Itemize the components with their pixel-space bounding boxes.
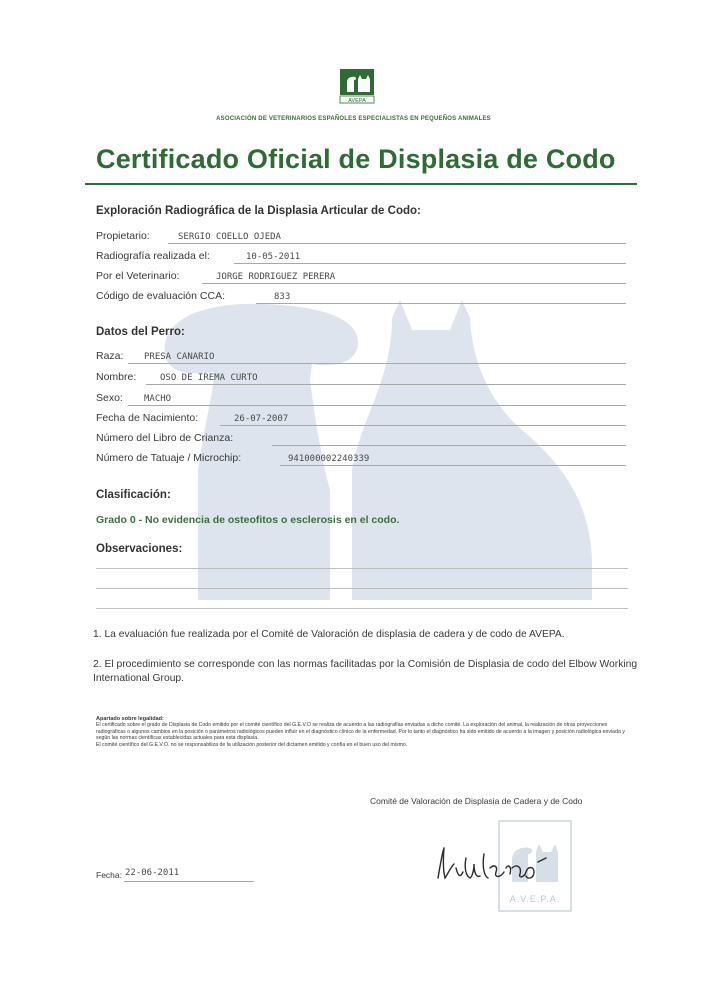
legal-disclaimer bbox=[96, 716, 632, 748]
field-value: JORGE RODRIGUEZ PERERA bbox=[216, 272, 336, 282]
observation-line bbox=[96, 588, 628, 589]
field-sex bbox=[96, 390, 626, 406]
field-microchip bbox=[96, 450, 626, 466]
field-label: Número de Tatuaje / Microchip: bbox=[96, 452, 242, 464]
classification-grade: Grado 0 - No evidencia de osteofitos o esclerosis en el codo. bbox=[96, 514, 400, 526]
field-value: PRESA CANARIO bbox=[144, 352, 215, 362]
field-owner bbox=[96, 228, 626, 244]
field-underline bbox=[220, 425, 626, 426]
field-breeding-book bbox=[96, 430, 626, 446]
field-label: Número del Libro de Crianza: bbox=[96, 432, 234, 444]
observation-line bbox=[96, 608, 628, 609]
field-underline bbox=[128, 405, 626, 406]
note-2: 2. El procedimiento se corresponde con las normas facilitadas por la Comisión de Displasia de codo del Elbow Working International Group. bbox=[93, 659, 638, 684]
field-name bbox=[96, 369, 626, 385]
date-underline bbox=[124, 881, 254, 882]
committee-name: Comité de Valoración de Displasia de Cadera y de Codo bbox=[370, 796, 583, 806]
field-birth-date bbox=[96, 410, 626, 426]
field-underline bbox=[128, 363, 626, 364]
observations-heading: Observaciones: bbox=[96, 543, 183, 555]
field-value: 833 bbox=[274, 292, 291, 302]
field-label: Código de evaluación CCA: bbox=[96, 290, 225, 302]
field-label: Raza: bbox=[96, 350, 124, 362]
legal-text-1: El certificado sobre el grado de Displasia de Codo emitido por el comité científico del G.E.V.O se realiza de acuerdo a las radiografías enviadas a dicho comité. La exploración del animal, la realización de otras proyecciones radiográficas o algunos cambios en la posición o parámetros radiológicos pueden influir en el diagnóstico clínico de la enfermedad. Por lo tanto el diagnóstico ha sido emitido de acuerdo a la imagen y posición radiológica enviada y según las normas científicas establecidas actuales para esta displasia. bbox=[96, 722, 625, 742]
field-label: Radiografía realizada el: bbox=[96, 250, 210, 262]
dog-heading: Datos del Perro: bbox=[96, 326, 185, 338]
field-underline bbox=[272, 445, 626, 446]
title-divider bbox=[85, 183, 637, 185]
field-value: 10-05-2011 bbox=[246, 252, 301, 262]
field-breed bbox=[96, 348, 626, 364]
certificate-title: Certificado Oficial de Displasia de Codo bbox=[96, 144, 616, 174]
field-veterinarian bbox=[96, 268, 626, 284]
field-underline bbox=[234, 263, 626, 264]
field-underline bbox=[256, 303, 626, 304]
observation-line bbox=[96, 568, 628, 569]
avepa-logo bbox=[339, 68, 375, 104]
field-value: SERGIO COELLO OJEDA bbox=[178, 232, 281, 242]
field-underline bbox=[202, 283, 626, 284]
exploration-heading: Exploración Radiográfica de la Displasia Articular de Codo: bbox=[96, 205, 421, 217]
date-value: 22-06-2011 bbox=[125, 868, 180, 878]
logo-text: AVEPA bbox=[348, 98, 366, 104]
field-label: Nombre: bbox=[96, 371, 137, 383]
association-name: ASOCIACIÓN DE VETERINARIOS ESPAÑOLES ESPECIALISTAS EN PEQUEÑOS ANIMALES bbox=[216, 116, 491, 122]
field-underline bbox=[280, 465, 626, 466]
field-label: Sexo: bbox=[96, 392, 123, 404]
field-underline bbox=[168, 243, 626, 244]
classification-heading: Clasificación: bbox=[96, 489, 171, 501]
legal-text-2: El comité científico del G.E.V.O. no se responsabiliza de la utilización posterior del dictamen emitido y confía en el buen uso del mismo. bbox=[96, 741, 408, 748]
field-value: 941000002240339 bbox=[288, 454, 370, 464]
field-radiograph-date bbox=[96, 248, 626, 264]
stamp-text: A.V.E.P.A. bbox=[509, 894, 561, 904]
date-label: Fecha: bbox=[96, 870, 122, 880]
note-1: 1. La evaluación fue realizada por el Comité de Valoración de displasia de cadera y de codo de AVEPA. bbox=[93, 629, 565, 640]
field-underline bbox=[146, 384, 626, 385]
field-value: OSO DE IREMA CURTO bbox=[160, 373, 258, 383]
signature bbox=[430, 838, 590, 888]
field-label: Fecha de Nacimiento: bbox=[96, 412, 199, 424]
field-label: Por el Veterinario: bbox=[96, 270, 180, 282]
field-value: MACHO bbox=[144, 394, 172, 404]
legal-heading: Apartado sobre legalidad: bbox=[96, 716, 164, 722]
field-value: 26-07-2007 bbox=[234, 414, 289, 424]
field-label: Propietario: bbox=[96, 230, 150, 242]
field-cca-code bbox=[96, 288, 626, 304]
